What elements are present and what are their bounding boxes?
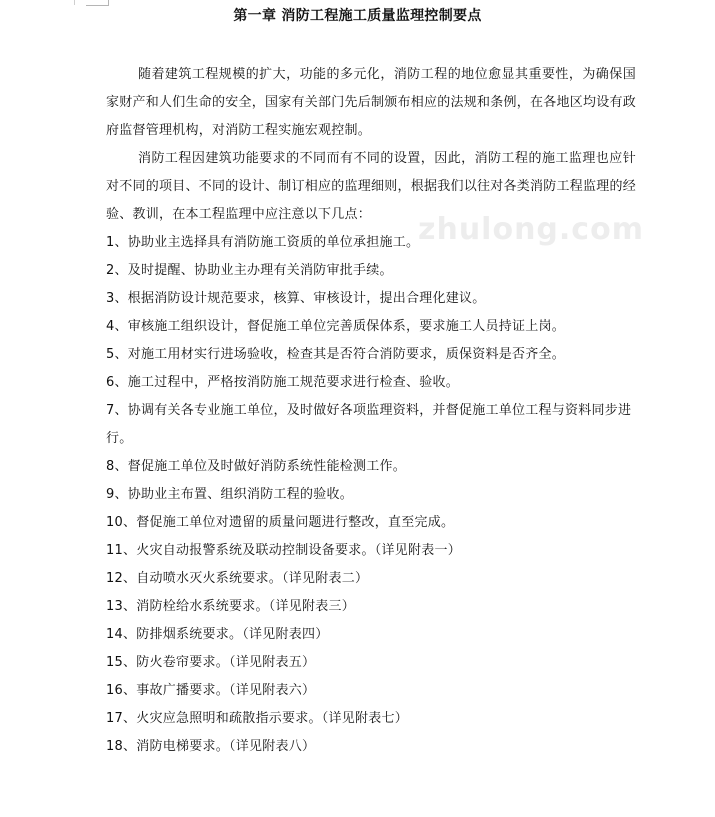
list-item: 17、火灾应急照明和疏散指示要求。（详见附表七） <box>106 711 409 726</box>
list-item: 15、防火卷帘要求。（详见附表五） <box>106 655 316 670</box>
list-item: 4、审核施工组织设计，督促施工单位完善质保体系，要求施工人员持证上岗。 <box>106 319 566 334</box>
intro-paragraph: 随着建筑工程规模的扩大，功能的多元化，消防工程的地位愈显其重要性，为确保国家财产和人们生命的安全，国家有关部门先后制颁布相应的法规和条例，在各地区均设有政府监督管理机构，对消防工程实施宏观控制。 <box>106 67 637 138</box>
list-item: 7、协调有关各专业施工单位，及时做好各项监理资料，并督促施工单位工程与资料同步进行。 <box>106 403 632 446</box>
document-body <box>106 61 636 761</box>
list-item: 1、协助业主选择具有消防施工资质的单位承担施工。 <box>106 235 420 250</box>
page-corner-mark <box>74 0 75 5</box>
list-item: 11、火灾自动报警系统及联动控制设备要求。（详见附表一） <box>106 543 462 558</box>
list-item: 12、自动喷水灭火系统要求。（详见附表二） <box>106 571 369 586</box>
list-item: 18、消防电梯要求。（详见附表八） <box>106 739 316 754</box>
list-item: 14、防排烟系统要求。（详见附表四） <box>106 627 329 642</box>
list-item: 6、施工过程中，严格按消防施工规范要求进行检查、验收。 <box>106 375 460 390</box>
chapter-title: 第一章 消防工程施工质量监理控制要点 <box>233 8 482 24</box>
intro-paragraph: 消防工程因建筑功能要求的不同而有不同的设置，因此，消防工程的施工监理也应针对不同的项目、不同的设计、制订相应的监理细则，根据我们以往对各类消防工程监理的经验、教训，在本工程监理中应注意以下几点： <box>106 151 637 222</box>
list-item: 3、根据消防设计规范要求，核算、审核设计，提出合理化建议。 <box>106 291 486 306</box>
list-item: 2、及时提醒、协助业主办理有关消防审批手续。 <box>106 263 393 278</box>
list-item: 5、对施工用材实行进场验收，检查其是否符合消防要求，质保资料是否齐全。 <box>106 347 566 362</box>
list-item: 9、协助业主布置、组织消防工程的验收。 <box>106 487 354 502</box>
list-item: 8、督促施工单位及时做好消防系统性能检测工作。 <box>106 459 407 474</box>
list-item: 13、消防栓给水系统要求。（详见附表三） <box>106 599 356 614</box>
watermark: zhulong.com <box>418 212 644 247</box>
list-item: 10、督促施工单位对遗留的质量问题进行整改，直至完成。 <box>106 515 455 530</box>
list-item: 16、事故广播要求。（详见附表六） <box>106 683 316 698</box>
